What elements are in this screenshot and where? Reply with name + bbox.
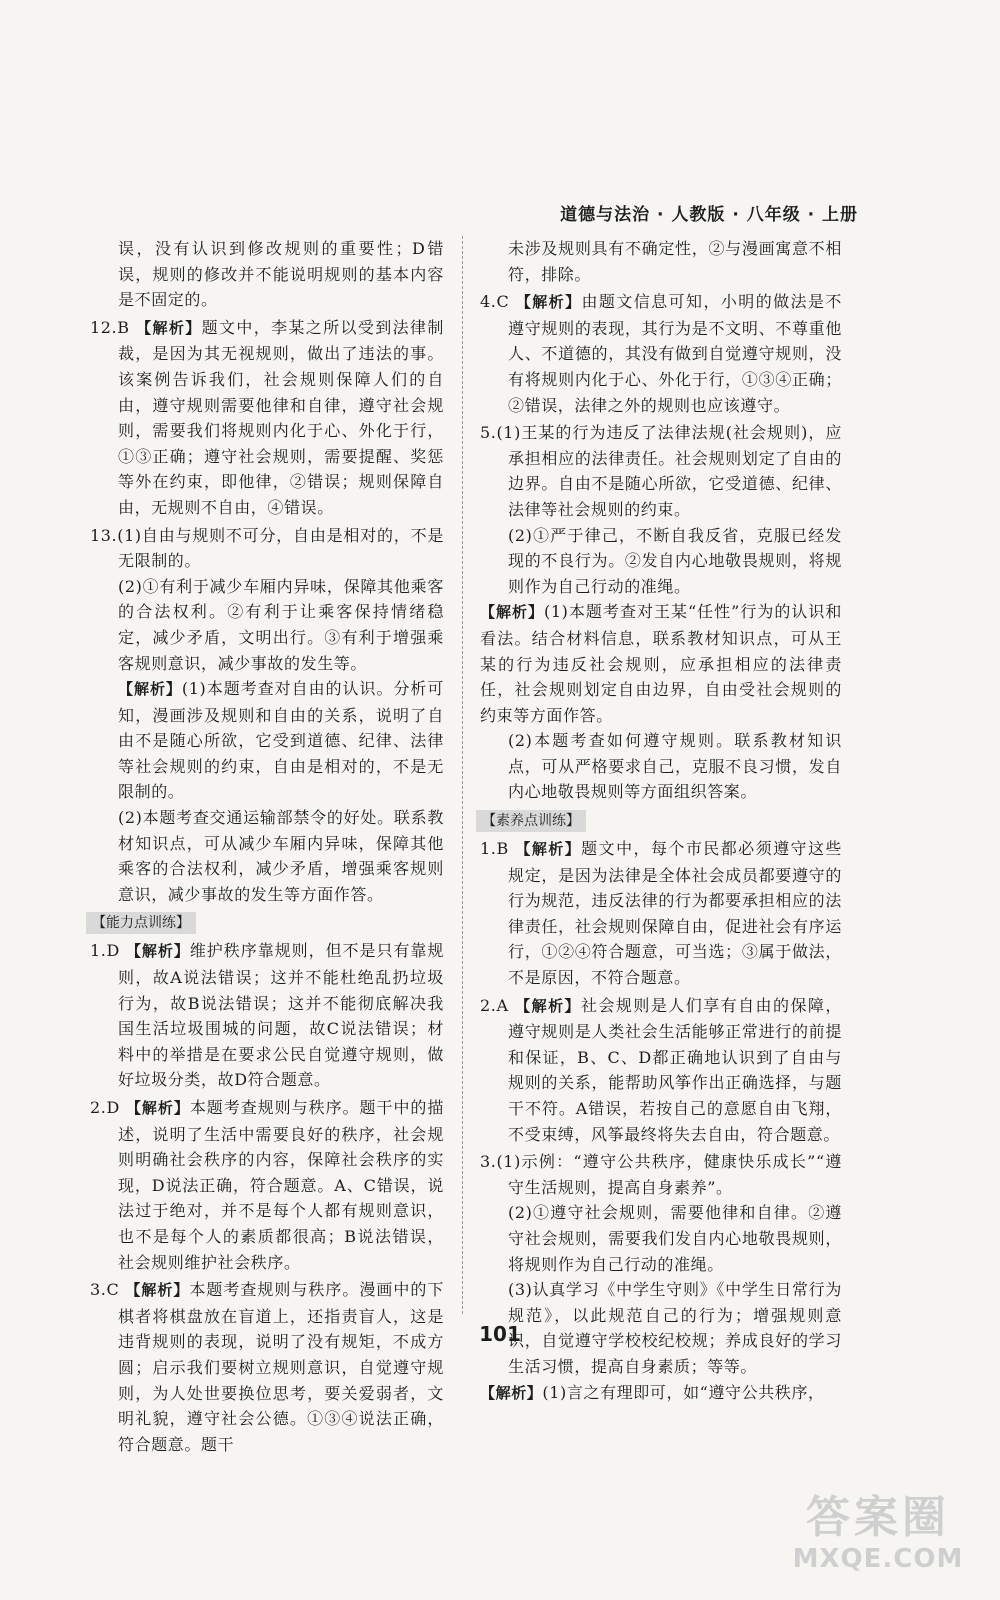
answer-number: 3.C: [90, 1280, 120, 1300]
answer-5-analysis-2: (2)本题考查如何遵守规则。联系教材知识点，可从严格要求自己，克服不良习惯，发自内心地敬畏规则等方面组织答案。: [508, 731, 842, 802]
answer-ability-5: [480, 420, 842, 522]
right-column: [480, 236, 842, 1406]
answer-continuation: 误，没有认识到修改规则的重要性；D错误，规则的修改并不能说明规则的基本内容是不固定的。: [118, 239, 444, 310]
analysis-tag: 【解析】: [480, 1383, 543, 1402]
answer-number: 5.: [480, 423, 497, 443]
column-divider: [462, 236, 464, 1314]
answer-number: 12.B: [90, 317, 130, 337]
answer-text: 维护秩序靠规则，但不是只有靠规则，故A说法错误；这并不能杜绝乱扔垃圾行为，故B说法错误；这并不能彻底解决我国生活垃圾围城的问题，故C说法错误；材料中的举措是在要求公民自觉遵守规则，做好垃圾分类，故D符合题意。: [118, 941, 444, 1090]
answer-ability-4: [480, 289, 842, 418]
answer-literacy-3-part3: (3)认真学习《中学生守则》《中学生日常行为规范》，以此规范自己的行为；增强规则意识，自觉遵守学校校纪校规；养成良好的学习生活习惯，提高自身素质；等等。: [508, 1280, 842, 1376]
analysis-tag: 【解析】: [515, 840, 582, 859]
answer-text: 本题考查规则与秩序。题干中的描述，说明了生活中需要良好的秩序，社会规则明确社会秩序的内容，保障社会秩序的实现，D说法正确，符合题意。A、C错误，说法过于绝对，并不是每个人都有规则意识，也不是每个人的素质都很高；B说法错误，社会规则维护社会秩序。: [118, 1098, 444, 1272]
answer-literacy-1: [480, 836, 842, 991]
answer-number: 2.D: [90, 1098, 120, 1117]
answer-13-analysis-2: (2)本题考查交通运输部禁令的好处。联系教材知识点，可从减少车厢内异味，保障其他乘客的合法权利，减少矛盾，增强乘客规则意识，减少事故的发生等方面作答。: [118, 808, 444, 904]
answer-text: (1)自由与规则不可分，自由是相对的，不是无限制的。: [117, 525, 444, 571]
answer-number: 4.C: [480, 292, 510, 312]
answer-13-analysis-1: [90, 676, 444, 805]
analysis-tag: 【解析】: [125, 1281, 190, 1300]
analysis-tag: 【解析】: [125, 1099, 190, 1117]
answer-text: (1)言之有理即可，如“遵守公共秩序，: [542, 1382, 825, 1402]
answer-ability-1: [90, 938, 444, 1093]
running-header: 道德与法治 · 人教版 · 八年级 · 上册: [560, 205, 858, 225]
answer-literacy-3-part2: (2)①遵守社会规则，需要他律和自律。②遵守社会规则，需要我们发自内心地敬畏规则，将规则作为自己行动的准绳。: [508, 1203, 842, 1274]
answer-text: 题文中，每个市民都必须遵守这些规定，是因为法律是全体社会成员都要遵守的行为规范，违反法律的行为都要承担相应的法律责任，社会规则保障自由，促进社会有序运行，①②④符合题意，可当选；③属于做法，不是原因，不符合题意。: [508, 839, 843, 988]
answer-text: (1)本题考查对王某“任性”行为的认识和看法。结合材料信息，联系教材知识点，可从王某的行为违反社会规则，应承担相应的法律责任，社会规则划定自由边界，自由受社会规则的约束等方面作答。: [480, 602, 843, 725]
analysis-tag: 【解析】: [118, 680, 182, 699]
answer-text: 题文中，李某之所以受到法律制裁，是因为其无视规则，做出了违法的事。该案例告诉我们，社会规则保障人们的自由，遵守规则需要他律和自律，遵守社会规则，需要我们将规则内化于心、外化于行，①③正确；遵守社会规则，需要提醒、奖惩等外在约束，即他律，②错误；规则保障自由，无规则不自由，④错误。: [118, 317, 445, 517]
section-heading-literacy: 【素养点训练】: [476, 810, 586, 832]
analysis-tag: 【解析】: [136, 318, 202, 337]
section-heading-ability: 【能力点训练】: [86, 912, 196, 934]
answer-text: (1)本题考查对自由的认识。分析可知，漫画涉及规则和自由的关系，说明了自由不是随心所欲，它受到道德、纪律、法律等社会规则的约束，自由是相对的，不是无限制的。: [118, 679, 444, 802]
answer-literacy-3: [480, 1149, 842, 1200]
answer-number: 2.A: [480, 995, 509, 1015]
left-column: [90, 236, 444, 1459]
answer-number: 1.D: [90, 941, 120, 961]
answer-number: 1.B: [480, 839, 509, 859]
answer-text: (1)示例：“遵守公共秩序，健康快乐成长”“遵守生活规则，提高自身素养”。: [496, 1152, 842, 1197]
answer-text: 社会规则是人们享有自由的保障，遵守规则是人类社会生活能够正常进行的前提和保证，B、C、D都正确地认识到了自由与规则的关系，能帮助风筝作出正确选择，与题干不符。A错误，若按自己的意愿自由飞翔，不受束缚，风筝最终将失去自由，符合题意。: [508, 995, 842, 1144]
answer-ability-3: [90, 1277, 444, 1457]
answer-13: [90, 523, 444, 574]
answer-ability-2: [90, 1095, 444, 1275]
answer-text: (1)王某的行为违反了法律法规(社会规则)，应承担相应的法律责任。社会规则划定了自由的边界。自由不是随心所欲，它受道德、纪律、法律等社会规则的约束。: [496, 423, 842, 519]
answer-number: 3.: [480, 1152, 497, 1172]
analysis-tag: 【解析】: [515, 293, 582, 312]
analysis-tag: 【解析】: [125, 942, 190, 961]
watermark-logo: [778, 1492, 978, 1582]
answer-5-analysis-1: [452, 599, 842, 728]
answer-number: 13.: [90, 525, 118, 545]
analysis-tag: 【解析】: [480, 603, 545, 622]
answer-text: 由题文信息可知，小明的做法是不遵守规则的表现，其行为是不文明、不尊重他人、不道德的，其没有做到自觉遵守规则，没有将规则内化于心、外化于行，①③④正确；②错误，法律之外的规则也应该遵守。: [508, 292, 842, 415]
answer-literacy-2: [480, 993, 842, 1148]
page-number: 101: [479, 1322, 521, 1346]
answer-literacy-3-analysis: [452, 1380, 842, 1407]
answer-13-part2: (2)①有利于减少车厢内异味，保障其他乘客的合法权利。②有利于让乘客保持情绪稳定，减少矛盾，文明出行。③有利于增强乘客规则意识，减少事故的发生等。: [118, 576, 444, 673]
answer-12: [90, 315, 444, 521]
answer-text: 本题考查规则与秩序。漫画中的下棋者将棋盘放在盲道上，还指责盲人，这是违背规则的表现，说明了没有规矩，不成方圆；启示我们要树立规则意识，自觉遵守规则，为人处世要换位思考，要关爱弱者，文明礼貌，遵守社会公德。①③④说法正确，符合题意。题干: [118, 1280, 444, 1454]
watermark-text: 答案圈: [806, 1492, 950, 1543]
analysis-tag: 【解析】: [515, 996, 581, 1015]
answer-5-part2: (2)①严于律己，不断自我反省，克服已经发现的不良行为。②发自内心地敬畏规则，将规则作为自己行动的准绳。: [508, 525, 842, 596]
answer-continuation: 未涉及规则具有不确定性，②与漫画寓意不相符，排除。: [508, 239, 842, 284]
watermark-url: MXQE.COM: [792, 1544, 964, 1574]
